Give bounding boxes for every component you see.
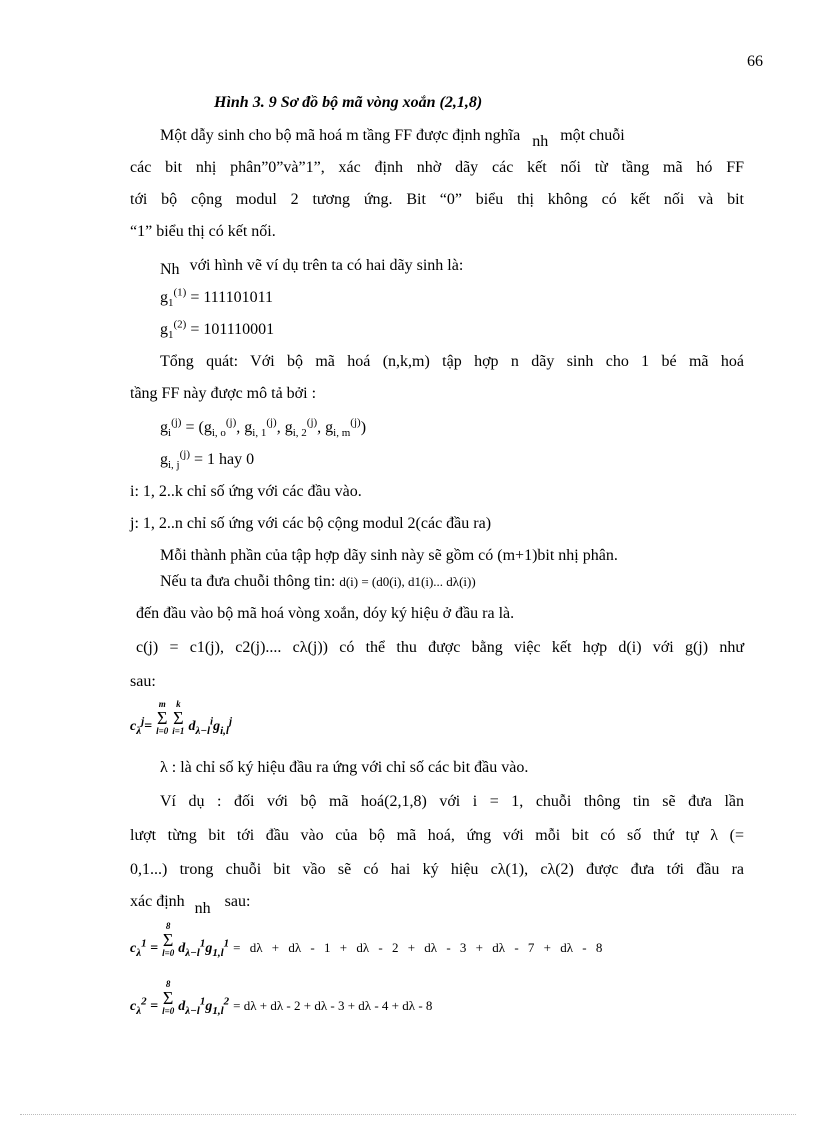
page-bottom-border bbox=[20, 1114, 796, 1115]
index-i-description: i: 1, 2..k chỉ số ứng với các đầu vào. bbox=[130, 483, 362, 500]
paragraph-7-line-1: c(j) = c1(j), c2(j).... cλ(j)) có thể thu được bằng việc kết hợp d(i) với g(j) như bbox=[136, 639, 744, 656]
index-j-description: j: 1, 2..n chỉ số ứng với các bộ cộng modul 2(các đầu ra) bbox=[130, 515, 492, 532]
generator-sequence-formula: $g_i^{(j)} = (g_{i, o}^{(j)}$, $g_{i, 1}^{(j)}$, $g_{i, 2}^{(j)}$, $g_{i, m}^{(j)}$) bbox=[160, 416, 367, 440]
paragraph-2: Nh với hình vẽ ví dụ trên ta có hai dãy sinh là: bbox=[160, 257, 464, 278]
generator-element-value: $g_{i, j}^{(j)} = 1$ hay 0 bbox=[160, 448, 255, 472]
paragraph-6: đến đầu vào bộ mã hoá vòng xoắn, dóy ký hiệu ở đầu ra là. bbox=[136, 605, 515, 622]
paragraph-7-line-2: sau: bbox=[130, 673, 156, 690]
lambda-note: λ : là chỉ số ký hiệu đầu ra ứng với chỉ số các bit đầu vào. bbox=[160, 759, 529, 776]
paragraph-1-line-3: tới bộ cộng modul 2 tương ứng. Bit “0” biểu thị không có kết nối và bit bbox=[130, 191, 744, 208]
paragraph-8-line-2: lượt từng bit tới đầu vào của bộ mã hoá, ứng với mỗi bit có số thứ tự λ (= bbox=[130, 827, 744, 844]
paragraph-8-line-1: Ví dụ : đối với bộ mã hoá(2,1,8) với i = 1, chuỗi thông tin sẽ đưa lần bbox=[160, 793, 744, 810]
output-equation-1: $c_\lambda^1 = 8$ Σ l=0 $d_{\lambda-l}^1g_{1,l}^1$ $_{= d\lambda + d\lambda - 1 + d\lambda - 2 + d\lambda - 3 + d\lambda - 7 + d\lambda - 8}$ bbox=[130, 921, 603, 959]
paragraph-8-line-4: xác định nh sau: bbox=[130, 893, 251, 917]
convolution-equation: $c_\lambda^j= m$ Σ l=0 k Σ i=1 $d_{\lambda-l}^ig_{i,l}^j$ bbox=[130, 699, 233, 737]
paragraph-8-line-3: 0,1...) trong chuỗi bit vầo sẽ có hai ký hiệu cλ(1), cλ(2) được đưa tới đầu ra bbox=[130, 861, 744, 878]
sum-symbol: m Σ l=0 bbox=[156, 699, 169, 736]
sum-symbol: 8 Σ l=0 bbox=[162, 979, 175, 1016]
paragraph-1-line-1: Một dẫy sinh cho bộ mã hoá m tầng FF được định nghĩa nh một chuỗi bbox=[160, 127, 625, 150]
sum-symbol: 8 Σ l=0 bbox=[162, 921, 175, 958]
page-number: 66 bbox=[747, 53, 763, 70]
sum-symbol: k Σ i=1 bbox=[172, 699, 185, 736]
generator-g1-1: $g_1^{(1)} = 111101011$ bbox=[160, 286, 273, 310]
paragraph-4: Mỗi thành phần của tập hợp dãy sinh này sẽ gồm có (m+1)bit nhị phân. bbox=[160, 547, 618, 564]
paragraph-1-line-2: các bit nhị phân”0”và”1”, xác định nhờ dãy các kết nối từ tầng mã hó FF bbox=[130, 159, 744, 176]
output-equation-2: $c_\lambda^2 = 8$ Σ l=0 $d_{\lambda-l}^1g_{1,l}^2$ $_{= d\lambda + d\lambda - 2 + d\lambda - 3 + d\lambda - 4 + d\lambda - 8}$ bbox=[130, 979, 433, 1017]
figure-caption: Hình 3. 9 Sơ đồ bộ mã vòng xoắn (2,1,8) bbox=[214, 94, 483, 111]
paragraph-5: Nếu ta đưa chuỗi thông tin: d(i) = (d0(i), d1(i)... dλ(i)) bbox=[160, 573, 476, 590]
generator-g1-2: $g_1^{(2)} = 101110001$ bbox=[160, 318, 275, 342]
input-sequence-formula: d(i) = (d0(i), d1(i)... dλ(i)) bbox=[339, 574, 476, 589]
paragraph-3-line-1: Tổng quát: Với bộ mã hoá (n,k,m) tập hợp n dãy sinh cho 1 bé mã hoá bbox=[160, 353, 744, 370]
paragraph-1-line-4: “1” biểu thị có kết nối. bbox=[130, 223, 276, 240]
paragraph-3-line-2: tầng FF này được mô tả bởi : bbox=[130, 385, 317, 402]
